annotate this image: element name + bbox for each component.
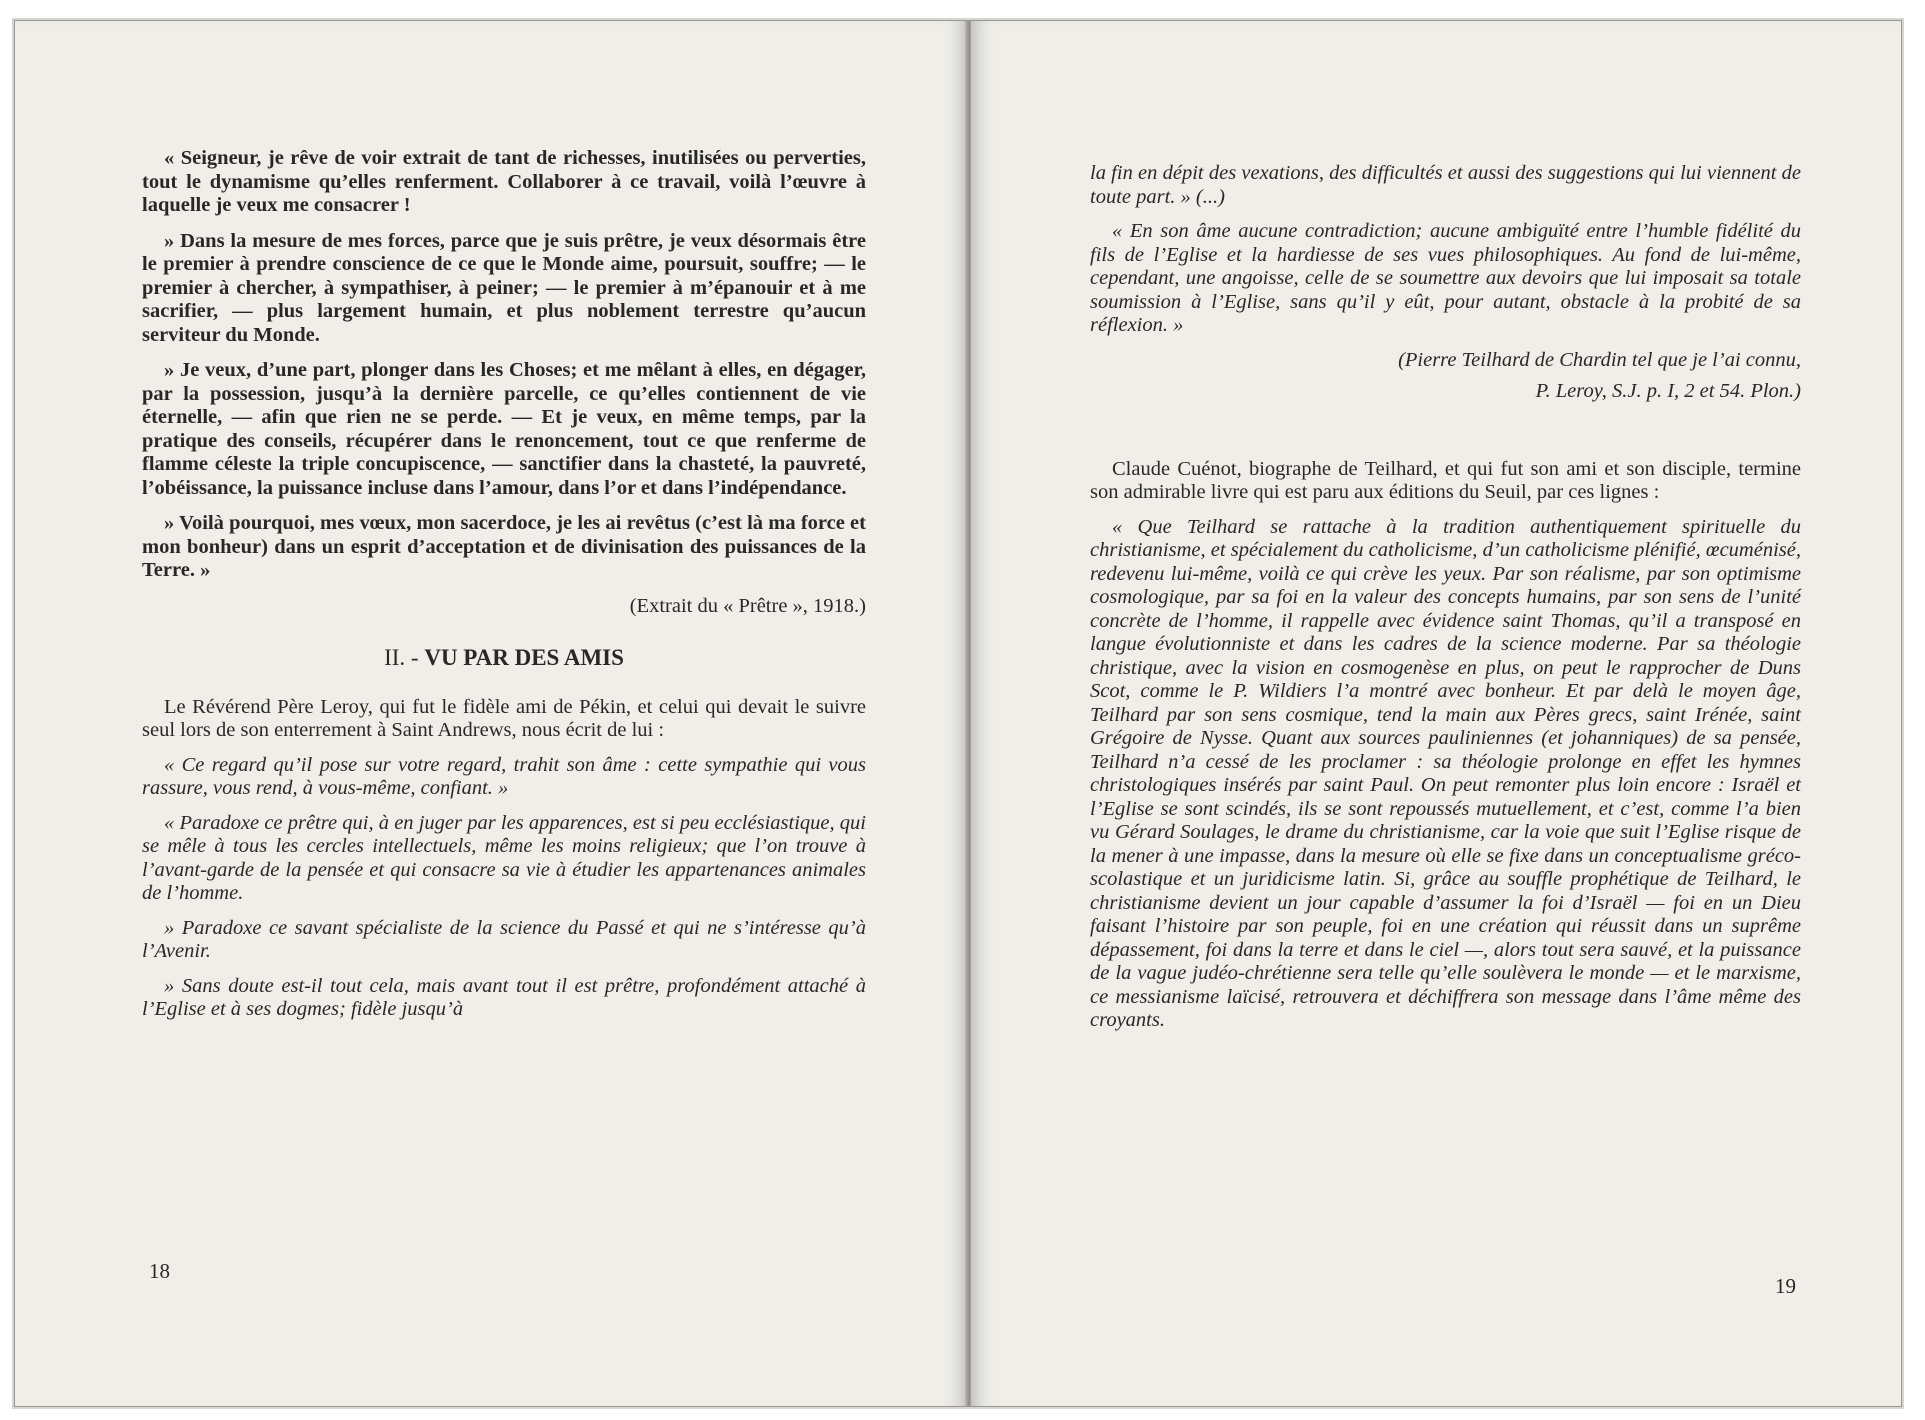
right-page-text	[1090, 162, 1801, 1044]
leroy-quote-3: » Paradoxe ce savant spécialiste de la science du Passé et qui ne s’intéresse qu’à l’Avenir.	[142, 916, 866, 962]
cuenot-intro: Claude Cuénot, biographe de Teilhard, et qui fut son ami et son disciple, termine son admirable livre qui est paru aux éditions du Seuil, par ces lignes :	[1090, 457, 1801, 503]
prayer-paragraph-4: » Voilà pourquoi, mes vœux, mon sacerdoce, je les ai revêtus (c’est là ma force et mon bonheur) dans un esprit d’acceptation et de divinisation des puissances de la Terre. »	[142, 512, 866, 581]
leroy-quote-2: « Paradoxe ce prêtre qui, à en juger par les apparences, est si peu ecclésiastique, qui se mêle à tous les cercles intellectuels, même les moins religieux; que l’on trouve à l’avant-garde de la pensée et qui consacre sa vie à étudier les appartenances animales de l’homme.	[142, 811, 866, 904]
book-spread	[14, 20, 1902, 1407]
section-heading	[142, 646, 866, 670]
page-number-left: 18	[149, 1259, 170, 1283]
right-page	[971, 21, 1901, 1406]
leroy-intro: Le Révérend Père Leroy, qui fut le fidèle ami de Pékin, et celui qui devait le suivre seul lors de son enterrement à Saint Andrews, nous écrit de lui :	[142, 695, 866, 741]
spacer	[1090, 404, 1801, 458]
leroy-quote-5: « En son âme aucune contradiction; aucune ambiguïté entre l’humble fidélité du fils de l’Eglise et la hardiesse de ses vues philosophiques. Au fond de lui-même, cependant, une angoisse, celle de se soumettre aux devoirs que lui imposait sa totale soumission à l’Eglise, sans qu’il y eût, pour autant, obstacle à la probité de sa réflexion. »	[1090, 220, 1801, 336]
cuenot-quote: « Que Teilhard se rattache à la tradition authentiquement spirituelle du christianisme, et spécialement du catholicisme, d’un catholicisme plénifié, œcuménisé, redevenu lui-même, voilà ce qui crève les yeux. Par son réalisme, par son optimisme cosmologique, par sa foi en la valeur des concepts humains, par son sens de l’unité concrète de l’homme, il rappelle avec évidence saint Thomas, qu’il a transposé en langue évolutionniste et dans les cadres de la science moderne. Par sa théologie christique, avec la vision en cosmogenèse en plus, on peut le rapprocher de Duns Scot, comme le P. Wildiers l’a montré avec bonheur. Et par delà le moyen âge, Teilhard par son sens cosmique, tend la main aux Pères grecs, saint Irénée, saint Grégoire de Nysse. Quant aux sources pauliniennes (et johanniques) de sa pensée, Teilhard n’a cessé de les proclamer : sa théologie prolonge en effet les hymnes christologiques insérés par saint Paul. On peut remonter plus loin encore : Israël et l’Eglise se sont scindés, ils se sont repoussés mutuellement, et c’est, comme l’a bien vu Gérard Soulages, le drame du christianisme, car la voie que suit l’Eglise risque de la mener à une impasse, dans la mesure où elle se fixe dans un conceptualisme gréco-scolastique et un juridicisme latin. Si, grâce au souffle prophétique de Teilhard, le christianisme devient un jour capable d’assumer la foi d’Israël — foi en un Dieu faisant l’histoire par son peuple, foi en une création qui réussit dans un suprême dépassement, foi dans la terre et dans le ciel —, alors tout sera sauvé, et la puissance de la vague judéo-chrétienne sera telle qu’elle soulèvera le monde — et le marxisme, ce messianisme laïcisé, retrouvera et déchiffrera son message dans l’âme même des croyants.	[1090, 515, 1801, 1031]
page-number-right: 19	[1775, 1274, 1796, 1298]
prayer-paragraph-2: » Dans la mesure de mes forces, parce que je suis prêtre, je veux désormais être le premier à prendre conscience de ce que le Monde aime, poursuit, souffre; — le premier à chercher, à sympathiser, à peiner; — le premier à m’épanouir et à me sacrifier, — plus largement humain, et plus noblement terrestre qu’aucun serviteur du Monde.	[142, 229, 866, 346]
section-number: II. -	[384, 645, 425, 670]
leroy-citation-line-2: P. Leroy, S.J. p. I, 2 et 54. Plon.)	[1535, 380, 1801, 402]
leroy-citation-line-1: (Pierre Teilhard de Chardin tel que je l’ai connu,	[1398, 348, 1801, 371]
prayer-paragraph-1: « Seigneur, je rêve de voir extrait de tant de richesses, inutilisées ou perverties, tout le dynamisme qu’elles renferment. Collaborer à ce travail, voilà l’œuvre à laquelle je veux me consacrer !	[142, 147, 866, 216]
leroy-quote-4: » Sans doute est-il tout cela, mais avant tout il est prêtre, profondément attaché à l’Eglise et à ses dogmes; fidèle jusqu’à	[142, 974, 866, 1020]
left-page-text	[142, 147, 866, 1033]
prayer-paragraph-3: » Je veux, d’une part, plonger dans les Choses; et me mêlant à elles, en dégager, par la possession, jusqu’à la dernière parcelle, ce qu’elles contiennent de vie éternelle, — afin que rien ne se perde. — Et je veux, en même temps, par la pratique des conseils, récupérer dans le renoncement, tout ce que renferme de flamme céleste la triple concupiscence, — sanctifier dans la chasteté, la pauvreté, l’obéissance, la puissance incluse dans l’amour, dans l’or et dans l’indépendance.	[142, 359, 866, 499]
leroy-quote-continued: la fin en dépit des vexations, des difficultés et aussi des suggestions qui lui viennent de toute part. » (...)	[1090, 162, 1801, 208]
source-citation: (Extrait du « Prêtre », 1918.)	[629, 594, 866, 617]
left-page	[15, 21, 967, 1406]
section-title: VU PAR DES AMIS	[424, 645, 624, 670]
leroy-quote-1: « Ce regard qu’il pose sur votre regard, trahit son âme : cette sympathie qui vous rassure, vous rend, à vous-même, confiant. »	[142, 753, 866, 799]
